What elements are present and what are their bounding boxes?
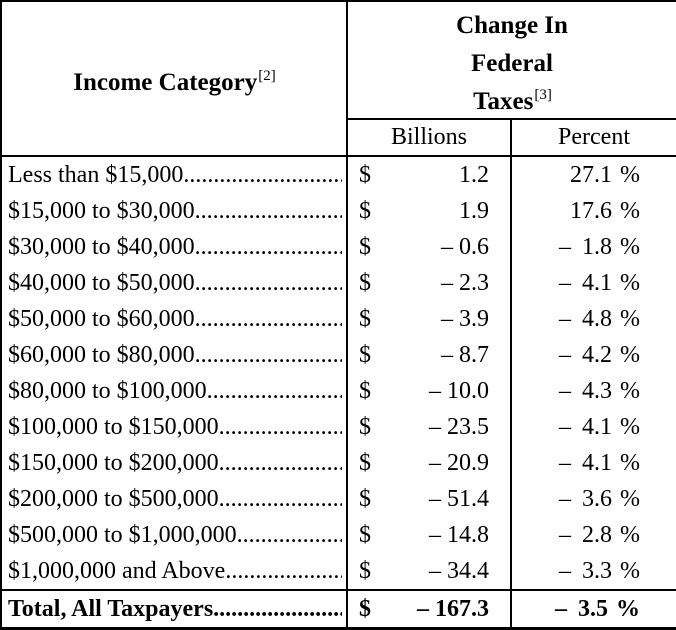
dollar-symbol: $ [359, 449, 371, 476]
billions-sign: – [441, 269, 453, 296]
billions-value: 34.4 [447, 557, 489, 584]
billions-column-header: Billions [390, 124, 468, 150]
billions-sign: – [429, 413, 441, 440]
table-row [2, 265, 676, 301]
category-cell [2, 445, 346, 481]
billions-sign: – [441, 233, 453, 260]
total-percent-cell [510, 591, 676, 627]
table-row [2, 193, 676, 229]
footnote-marker-2: [2] [258, 67, 276, 84]
category-label: $30,000 to $40,000 [8, 233, 195, 260]
category-cell [2, 337, 346, 373]
category-cell [2, 229, 346, 265]
percent-value: 1.8 [582, 233, 612, 260]
percent-symbol: % [620, 449, 640, 476]
percent-value: 27.1 [570, 161, 612, 188]
total-billions-value: 167.3 [435, 595, 489, 622]
billions-sign: – [441, 305, 453, 332]
category-cell [2, 301, 346, 337]
percent-sign: – [559, 269, 571, 296]
dollar-symbol: $ [359, 557, 371, 584]
table-body [2, 155, 676, 589]
income-category-header-label [73, 69, 274, 97]
billions-sign: – [429, 557, 441, 584]
percent-cell [510, 229, 676, 265]
category-label: $100,000 to $150,000 [8, 413, 219, 440]
billions-cell [346, 481, 510, 517]
category-label: $80,000 to $100,000 [8, 377, 207, 404]
percent-cell [510, 373, 676, 409]
percent-cell [510, 553, 676, 589]
dollar-symbol: $ [359, 305, 371, 332]
dot-leader [195, 198, 342, 225]
billions-cell [346, 301, 510, 337]
dot-leader [195, 234, 342, 261]
billions-cell [346, 409, 510, 445]
percent-cell [510, 409, 676, 445]
billions-cell [346, 265, 510, 301]
billions-cell [346, 517, 510, 553]
percent-sign: – [559, 557, 571, 584]
category-cell [2, 553, 346, 589]
billions-sign: – [429, 377, 441, 404]
percent-value: 4.1 [582, 449, 612, 476]
category-label: $15,000 to $30,000 [8, 197, 195, 224]
dollar-symbol: $ [359, 485, 371, 512]
subheader-row [348, 118, 676, 155]
dot-leader [213, 596, 342, 623]
billions-cell [346, 445, 510, 481]
change-header-line-1: Change In [456, 12, 568, 39]
percent-symbol: % [616, 595, 640, 622]
table-row [2, 337, 676, 373]
percent-symbol: % [620, 305, 640, 332]
total-row-section [2, 589, 676, 627]
total-category-label: Total, All Taxpayers [8, 595, 214, 622]
percent-cell [510, 301, 676, 337]
dot-leader [219, 450, 342, 477]
table-row [2, 481, 676, 517]
category-cell [2, 517, 346, 553]
percent-value: 4.1 [582, 413, 612, 440]
percent-sign: – [559, 521, 571, 548]
billions-sign: – [429, 449, 441, 476]
category-cell [2, 265, 346, 301]
percent-cell [510, 517, 676, 553]
dollar-symbol: $ [359, 269, 371, 296]
billions-value: 1.9 [459, 197, 489, 224]
percent-symbol: % [620, 413, 640, 440]
percent-sign: – [559, 377, 571, 404]
percent-cell [510, 481, 676, 517]
percent-value: 3.6 [582, 485, 612, 512]
percent-symbol: % [620, 233, 640, 260]
percent-value: 3.3 [582, 557, 612, 584]
percent-symbol: % [620, 377, 640, 404]
percent-symbol: % [620, 485, 640, 512]
billions-value: 51.4 [447, 485, 489, 512]
dot-leader [195, 270, 342, 297]
percent-value: 4.1 [582, 269, 612, 296]
category-cell [2, 373, 346, 409]
table-row [2, 229, 676, 265]
table-row [2, 517, 676, 553]
percent-symbol: % [620, 197, 640, 224]
category-label: $60,000 to $80,000 [8, 341, 195, 368]
percent-sign: – [559, 305, 571, 332]
total-billions-cell [346, 591, 510, 627]
percent-symbol: % [620, 557, 640, 584]
percent-value: 4.3 [582, 377, 612, 404]
total-billions-sign: – [417, 595, 429, 622]
percent-cell [510, 157, 676, 193]
billions-cell [346, 157, 510, 193]
percent-cell [510, 337, 676, 373]
category-label: $40,000 to $50,000 [8, 269, 195, 296]
billions-cell [346, 337, 510, 373]
billions-value: 23.5 [447, 413, 489, 440]
category-label: $150,000 to $200,000 [8, 449, 219, 476]
category-label: Less than $15,000 [8, 161, 184, 188]
percent-symbol: % [620, 521, 640, 548]
total-category-cell [2, 591, 346, 627]
category-cell [2, 193, 346, 229]
change-header-lines [348, 2, 676, 118]
dot-leader [183, 162, 342, 189]
dollar-symbol: $ [359, 161, 371, 188]
dollar-symbol: $ [359, 197, 371, 224]
dot-leader [219, 414, 342, 441]
billions-value: 10.0 [447, 377, 489, 404]
footnote-marker-3: [3] [534, 87, 552, 103]
percent-cell [510, 265, 676, 301]
billions-sign: – [429, 521, 441, 548]
percent-value: 4.2 [582, 341, 612, 368]
total-percent-sign: – [555, 595, 567, 622]
category-label: $50,000 to $60,000 [8, 305, 195, 332]
dollar-symbol: $ [359, 377, 371, 404]
dollar-symbol: $ [359, 233, 371, 260]
dollar-symbol: $ [359, 413, 371, 440]
percent-symbol: % [620, 161, 640, 188]
billions-sign: – [429, 485, 441, 512]
billions-value: 14.8 [447, 521, 489, 548]
income-category-header-text: Income Category [73, 68, 258, 96]
category-label: $1,000,000 and Above [8, 557, 226, 584]
dot-leader [195, 306, 342, 333]
category-label: $200,000 to $500,000 [8, 485, 219, 512]
income-category-header-cell [2, 2, 346, 155]
billions-value: 20.9 [447, 449, 489, 476]
table-row [2, 373, 676, 409]
dot-leader [195, 342, 342, 369]
dot-leader [225, 558, 342, 585]
dollar-symbol: $ [359, 595, 371, 622]
percent-symbol: % [620, 341, 640, 368]
table-row [2, 445, 676, 481]
table-row [2, 301, 676, 337]
category-cell [2, 157, 346, 193]
billions-cell [346, 193, 510, 229]
category-cell [2, 481, 346, 517]
percent-sign: – [559, 233, 571, 260]
table-row [2, 409, 676, 445]
percent-sign: – [559, 449, 571, 476]
billions-cell [346, 229, 510, 265]
table-header [2, 2, 676, 155]
percent-sign: – [559, 485, 571, 512]
billions-value: 2.3 [459, 269, 489, 296]
category-label: $500,000 to $1,000,000 [8, 521, 237, 548]
billions-cell [346, 553, 510, 589]
percent-value: 4.8 [582, 305, 612, 332]
billions-value: 1.2 [459, 161, 489, 188]
percent-symbol: % [620, 269, 640, 296]
table-row [2, 157, 676, 193]
dot-leader [207, 378, 342, 405]
billions-sign: – [441, 341, 453, 368]
dollar-symbol: $ [359, 341, 371, 368]
taxes-header-text: Taxes [473, 88, 534, 115]
percent-column-header: Percent [510, 120, 676, 155]
total-percent-value: 3.5 [578, 595, 608, 622]
billions-value: 0.6 [459, 233, 489, 260]
percent-value: 17.6 [570, 197, 612, 224]
billions-value: 8.7 [459, 341, 489, 368]
billions-value: 3.9 [459, 305, 489, 332]
percent-cell [510, 193, 676, 229]
percent-sign: – [559, 341, 571, 368]
total-row [2, 591, 676, 627]
change-in-federal-taxes-header [346, 2, 676, 155]
dot-leader [237, 522, 342, 549]
percent-value: 2.8 [582, 521, 612, 548]
table-row [2, 553, 676, 589]
change-header-line-2: Federal [471, 50, 553, 77]
percent-cell [510, 445, 676, 481]
dollar-symbol: $ [359, 521, 371, 548]
billions-cell [346, 373, 510, 409]
percent-sign: – [559, 413, 571, 440]
category-cell [2, 409, 346, 445]
dot-leader [219, 486, 342, 513]
